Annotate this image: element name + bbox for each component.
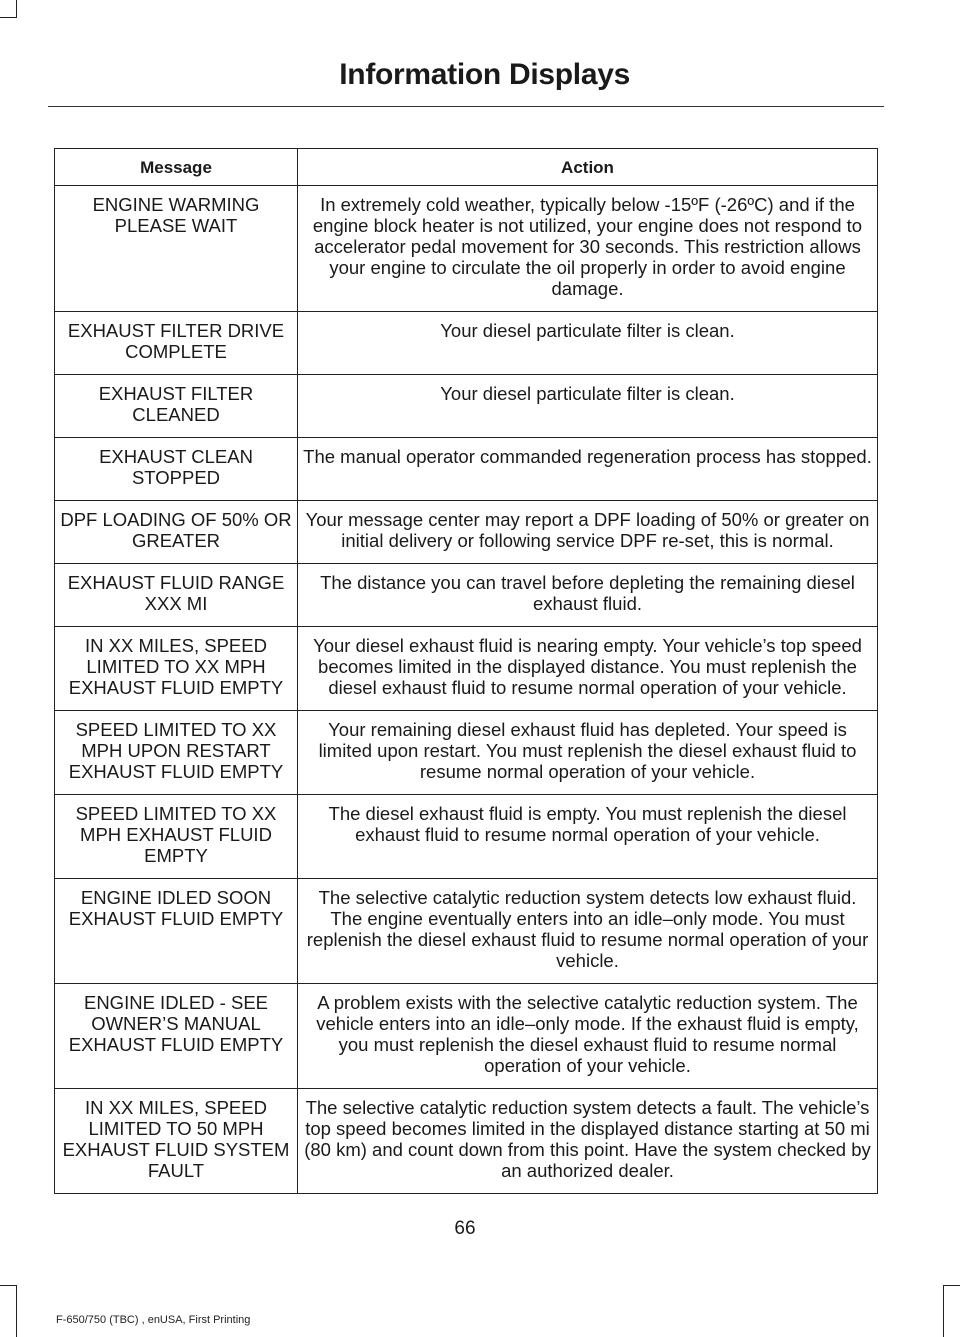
action-cell: Your diesel particulate filter is clean. xyxy=(298,375,878,438)
action-cell: Your message center may report a DPF loading of 50% or greater on initial delivery or following service DPF re-set, this is normal. xyxy=(298,501,878,564)
table-row xyxy=(55,438,878,501)
message-cell: ENGINE IDLED - SEE OWNER’S MANUAL EXHAUST FLUID EMPTY xyxy=(55,984,298,1089)
crop-mark xyxy=(0,1285,17,1286)
message-cell: EXHAUST FLUID RANGE XXX MI xyxy=(55,564,298,627)
crop-mark xyxy=(943,1285,960,1286)
column-header-action: Action xyxy=(298,149,878,186)
table-row xyxy=(55,501,878,564)
table-row xyxy=(55,186,878,312)
message-cell: ENGINE WARMING PLEASE WAIT xyxy=(55,186,298,312)
table-row xyxy=(55,795,878,879)
action-cell: A problem exists with the selective catalytic reduction system. The vehicle enters into an idle–only mode. If the exhaust fluid is empty, you must replenish the diesel exhaust fluid to resume normal operation of your vehicle. xyxy=(298,984,878,1089)
crop-mark xyxy=(16,0,17,18)
action-cell: Your diesel exhaust fluid is nearing empty. Your vehicle’s top speed becomes limited in the displayed distance. You must replenish the diesel exhaust fluid to resume normal operation of your vehicle. xyxy=(298,627,878,711)
action-cell: In extremely cold weather, typically below -15ºF (-26ºC) and if the engine block heater is not utilized, your engine does not respond to accelerator pedal movement for 30 seconds. This restriction allows your engine to circulate the oil properly in order to avoid engine damage. xyxy=(298,186,878,312)
message-cell: EXHAUST FILTER CLEANED xyxy=(55,375,298,438)
message-cell: DPF LOADING OF 50% OR GREATER xyxy=(55,501,298,564)
crop-mark xyxy=(0,17,17,18)
table-row xyxy=(55,711,878,795)
action-cell: Your diesel particulate filter is clean. xyxy=(298,312,878,375)
table-row xyxy=(55,879,878,984)
page-title: Information Displays xyxy=(339,58,630,91)
table-row xyxy=(55,312,878,375)
message-cell: EXHAUST FILTER DRIVE COMPLETE xyxy=(55,312,298,375)
message-cell: SPEED LIMITED TO XX MPH EXHAUST FLUID EMPTY xyxy=(55,795,298,879)
table-row xyxy=(55,375,878,438)
message-cell: IN XX MILES, SPEED LIMITED TO 50 MPH EXHAUST FLUID SYSTEM FAULT xyxy=(55,1089,298,1194)
action-cell: The distance you can travel before depleting the remaining diesel exhaust fluid. xyxy=(298,564,878,627)
table-row xyxy=(55,984,878,1089)
message-cell: ENGINE IDLED SOON EXHAUST FLUID EMPTY xyxy=(55,879,298,984)
action-cell: The manual operator commanded regeneration process has stopped. xyxy=(298,438,878,501)
message-cell: IN XX MILES, SPEED LIMITED TO XX MPH EXHAUST FLUID EMPTY xyxy=(55,627,298,711)
action-cell: The selective catalytic reduction system detects a fault. The vehicle’s top speed becomes limited in the displayed distance starting at 50 mi (80 km) and count down from this point. Have the system checked by an authorized dealer. xyxy=(298,1089,878,1194)
page-number: 66 xyxy=(454,1218,476,1239)
action-cell: The selective catalytic reduction system detects low exhaust fluid. The engine eventually enters into an idle–only mode. You must replenish the diesel exhaust fluid to resume normal operation of your vehicle. xyxy=(298,879,878,984)
header-divider xyxy=(48,106,884,107)
action-cell: Your remaining diesel exhaust fluid has depleted. Your speed is limited upon restart. You must replenish the diesel exhaust fluid to resume normal operation of your vehicle. xyxy=(298,711,878,795)
column-header-message: Message xyxy=(55,149,298,186)
message-cell: SPEED LIMITED TO XX MPH UPON RESTART EXHAUST FLUID EMPTY xyxy=(55,711,298,795)
table-row xyxy=(55,627,878,711)
message-table xyxy=(54,148,878,1194)
print-footer: F-650/750 (TBC) , enUSA, First Printing xyxy=(56,1314,251,1326)
table-row xyxy=(55,1089,878,1194)
action-cell: The diesel exhaust fluid is empty. You must replenish the diesel exhaust fluid to resume normal operation of your vehicle. xyxy=(298,795,878,879)
table-row xyxy=(55,564,878,627)
crop-mark xyxy=(943,1285,944,1337)
table-header-row xyxy=(55,149,878,186)
crop-mark xyxy=(16,1285,17,1337)
message-cell: EXHAUST CLEAN STOPPED xyxy=(55,438,298,501)
